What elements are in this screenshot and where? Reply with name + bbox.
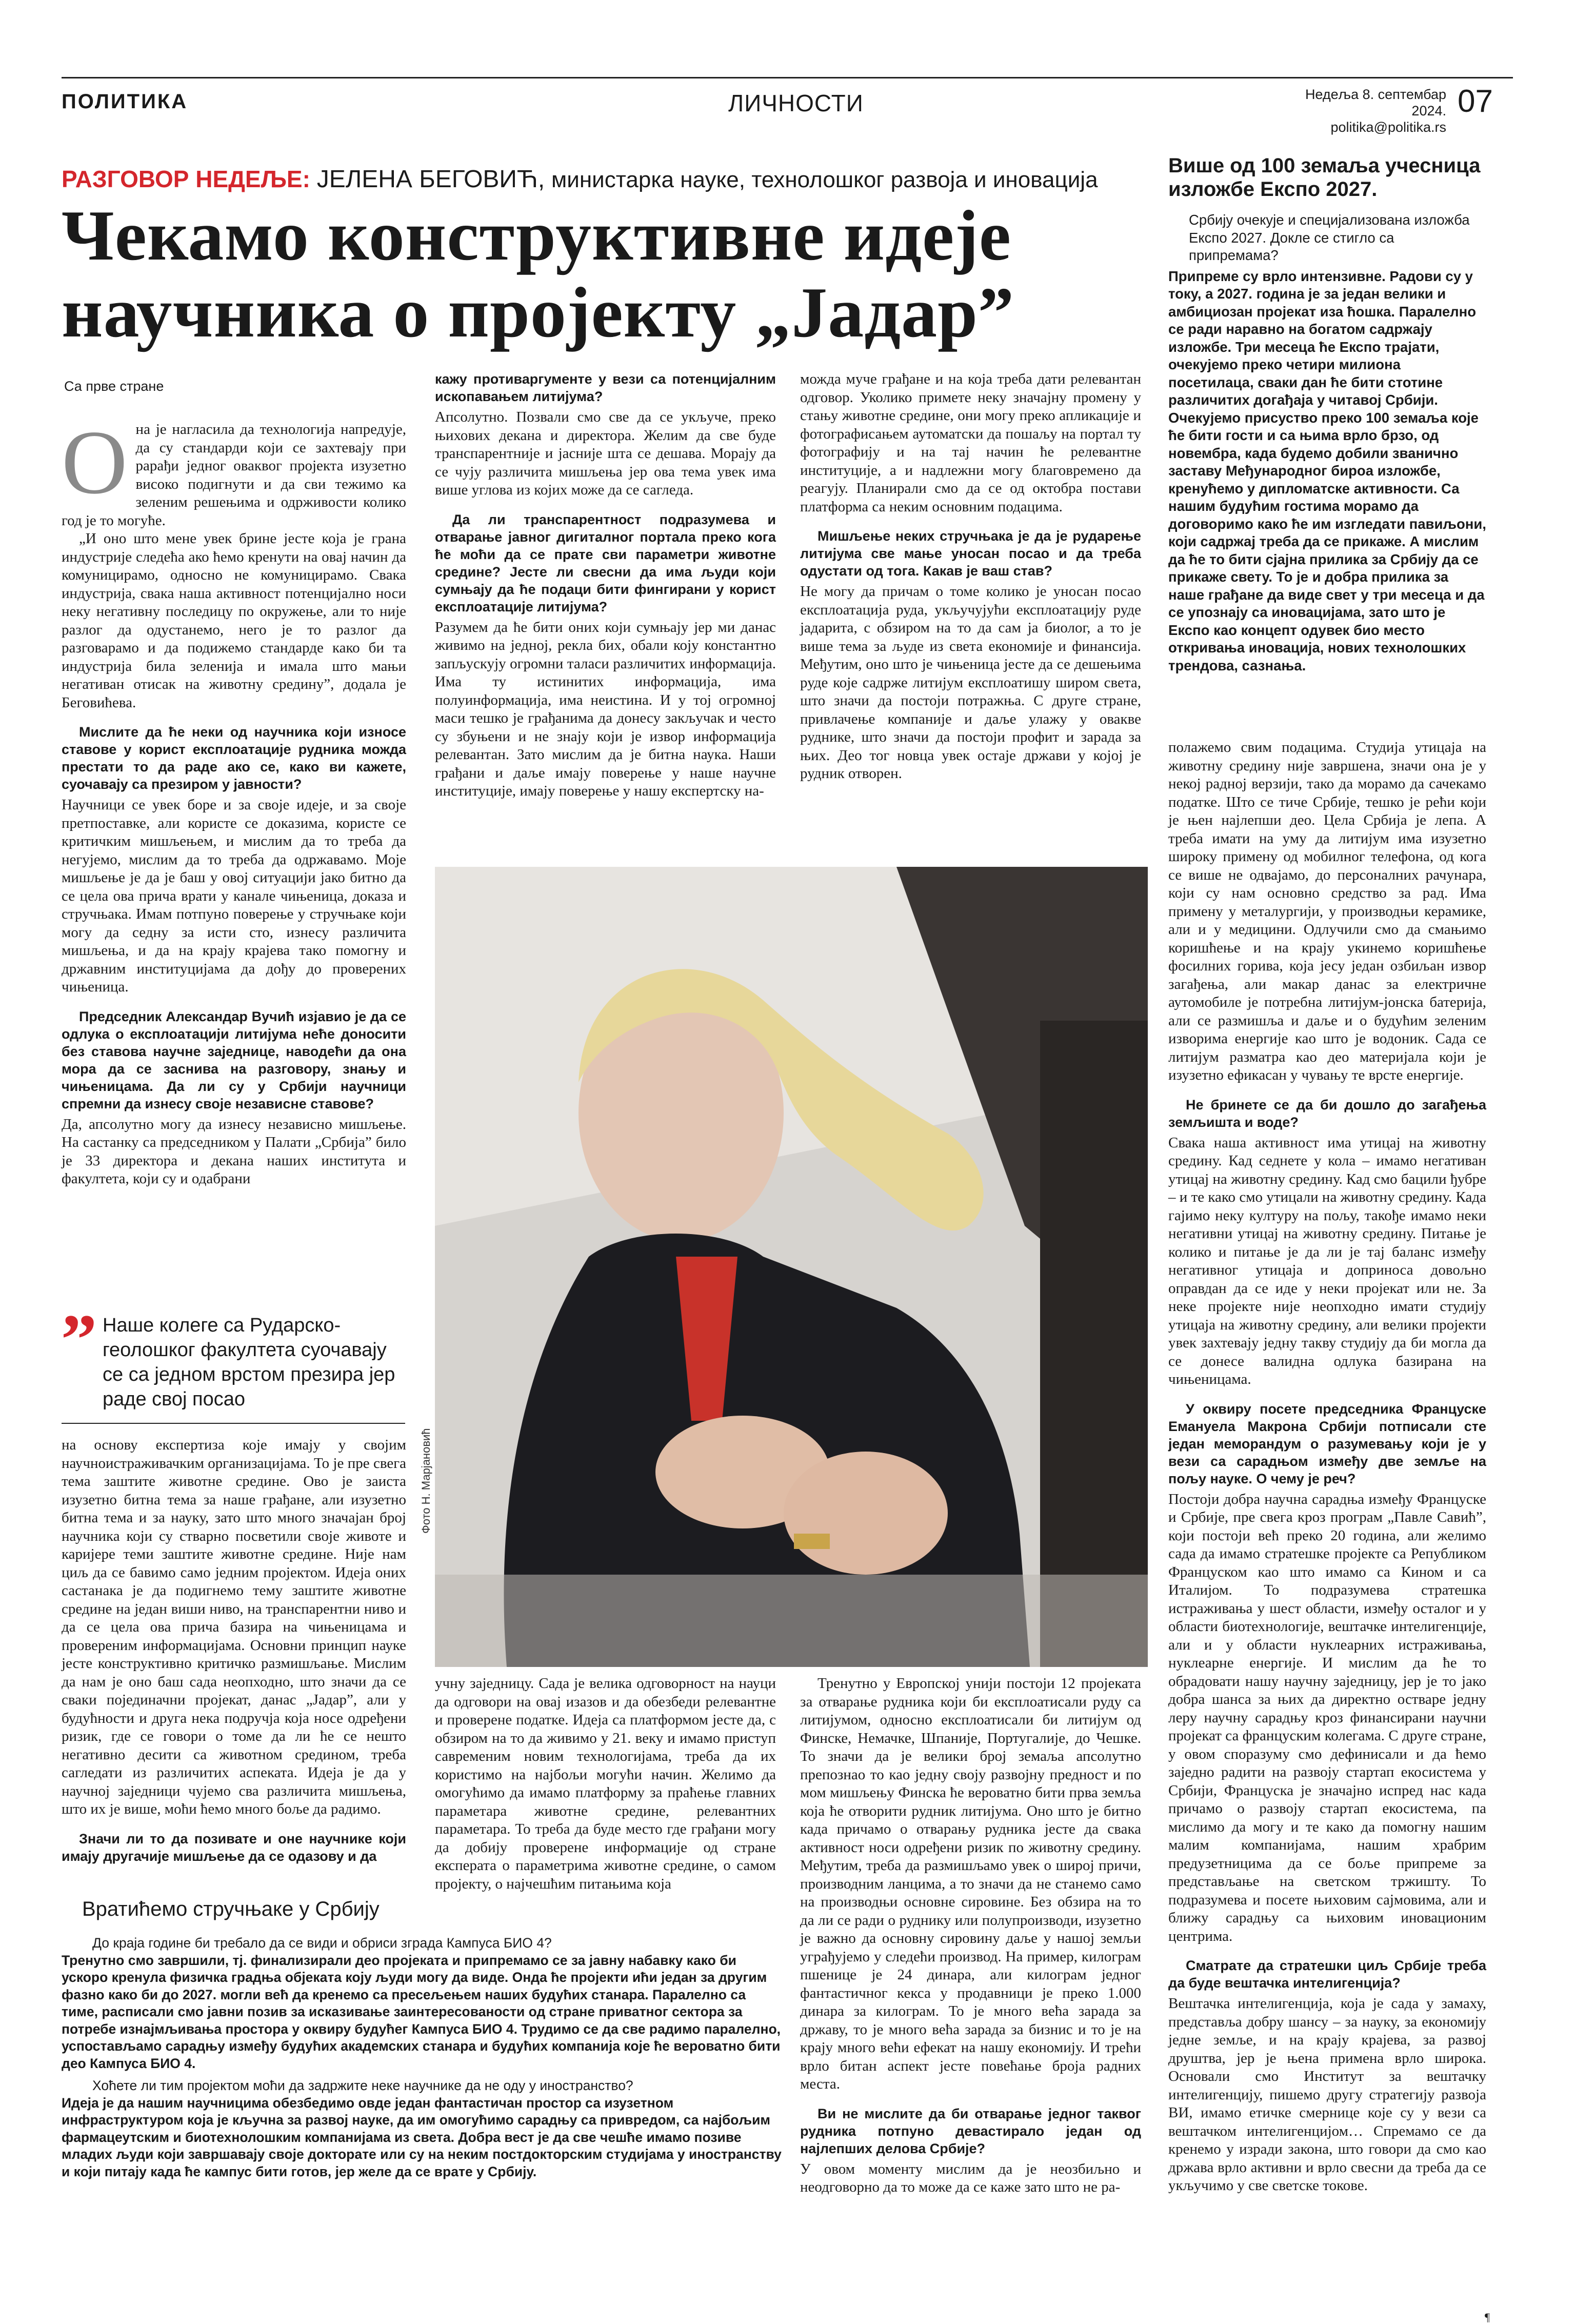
box-answer: Идеја је да нашим научницима обезбедимо овде један фантастичан простор са изузетном инфраструктуром која је кључна за развој науке, да им омогућимо сарадњу са привредом, са најбољим фармацеутским и биотехнолошким компанијама из света. Добра вест је да све чешће имамо позиве младих људи који завршавају своје докторате или су на неким постдокторским студијама у иностранству и који питају када ће кампус бити готов, јер желе да се врате у Србију. (62, 2095, 782, 2179)
article-column-2b (435, 1675, 776, 1893)
paragraph: Апсолутно. Позвали смо све да се укључе, преко њихових декана и директора. Желим да све буде транспарентније и јасније шта се дешава. Морају да се чују различита мишљења јер ова тема увек има више углова из којих може да се сагледа. (435, 409, 776, 498)
interview-question: Мислите да ће неки од научника који износе ставове у корист експлоатације рудника можда престати то да раде ако се, како ви кажете, суочавају са презиром у јавности? (62, 724, 406, 792)
interview-question: Значи ли то да позивате и оне научнике који имају другачије мишљење да се одазову и да (62, 1831, 406, 1864)
sidebar-answer: Припреме су врло интензивне. Радови су у току, а 2027. година је за један велики и амбициозан пројекат иза ћошка. Паралелно се ради наравно на богатом садржају изложбе. Три месеца ће Експо трајати, очекујемо преко четири милиона посетилаца, сваки дан ће бити стотине различитих догађаја у читавој Србији. Очекујемо присуство преко 100 земаља које ће бити гости и са њима врло брзо, од новембра, када будемо добили званично заставу Међународног бироа изложбе, кренућемо у дипломатске активности. Са нашим будућим гостима морамо да договоримо како ће им изгледати павиљони, који садржај треба да се прикаже. А мислим да ће то бити сјајна прилика за Србију да се прикаже свету. То је и добра прилика за наше грађане да виде свет у три месеца и да се упознају са иновацијама, зато што је Експо као концепт одувек био место откривања иновација, нових технолошких трендова, сазнања. (1168, 268, 1486, 673)
paragraph: Постоји добра научна сарадња између Француске и Србије, пре свега кроз програм „Павле Савић”, који постоји већ преко 20 година, али желимо сада да имамо стратешке пројекте са Републиком Француском као што имамо са Кином и са Италијом. То подразумева стратешка истраживања у шест области, између осталог и у области биотехнологије, вештачке интелигенције, али и у области нуклеарних истраживања, нуклеарне енергије. И мислим да ће то обрадовати нашу научну заједницу, јер је то јако добра шанса за њих да директно остваре једну леру научну сарадњу кроз финансирани научни пројекат са француским колегама. С друге стране, у овом споразуму смо дефинисали и да ћемо заједно радити на развоју стартап екосистема у Србији, Француска је значајно испред нас када причамо о развоју стартап екосистема, па мислимо да могу и те како да помогну нашим малим компанијама, нашим храбрим предузетницима да се боље припреме за представљање на светском тржишту. То подразумева и посете њиховим сајмовима, али и ближу сарадњу са њиховим иновационим центрима. (1168, 1491, 1486, 1944)
interview-question: Сматрате да стратешки циљ Србије треба да буде вештачка интелигенција? (1168, 1958, 1486, 1991)
page-number: 07 (1458, 84, 1493, 119)
contact-email[interactable]: politika@politika.rs (1330, 120, 1446, 135)
paragraph: можда муче грађане и на која треба дати релевантан одговор. Уколико примете неку значајну промену у стању животне средине, они могу преко апликације и фотографисањем аутоматски да пошаљу на портал ту фотографију и на тај начин ће релевантне институције, а и надлежни могу благовремено да реагују. Планирали смо да се од октобра постави платформа са неким основним подацима. (800, 371, 1141, 515)
box-answer: Тренутно смо завршили, тј. финализирали део пројеката и припремамо се за јавну набавку како би ускоро кренула физичка градња објеката коју људи могу да виде. Онда ће пројекти ићи један за другим фазно како би до 2027. могли већ да кренемо са пресељењем наших будућих станара. Паралелно са тиме, расписали смо јавни позив за исказивање заинтересованости од стране приватног сектора за потребе изнајмљивања простора у оквиру будућег Кампуса БИО 4. Трудимо се да све радимо паралелно, успостављамо сарадњу између будућих академских станара и будућих компанија које ће вероватно бити део Кампуса БИО 4. (62, 1952, 781, 2071)
paragraph: Свака наша активност има утицај на животну средину. Кад седнете у кола – имамо негативан утицај на животну средину. Кад смо бацили ђубре – и те како смо утицали на животну средину. Када гајимо неку културу на пољу, такође имамо неки негативни утицај на животну средину. Питање је колико и питање је да ли је тај баланс између негативног утицаја и доприноса довољно оправдан да се иде у неки пројекат или не. За неке пројекте није неопходно имати студију утицаја на животну средину, али велики пројекти увек захтевају једну такву студију да би могла да се донесе валидна одлука базирана на чињеницама. (1168, 1134, 1486, 1387)
article-column-1b (62, 1436, 406, 1868)
expo-sidebar (1168, 154, 1486, 674)
article-column-1 (62, 411, 406, 1188)
pilcrow-mark: ¶ (1485, 2311, 1490, 2323)
portrait-illustration (435, 867, 1148, 1667)
campus-box (62, 1930, 785, 2180)
paragraph: Тренутно у Европској унији постоји 12 пројеката за отварање рудника који би експлоатисали руду са литијумом, односно експлоатисали би литијум од Финске, Немачке, Шпаније, Португалије, до Чешке. То значи да је велики број земаља апсолутно препознао то као једну своју развојну предност и по мом мишљењу Финска ће вероватно бити прва земља која ће отворити рудник литијума. Оно што је битно када причамо о отварању рудника јесте да свака активност носи одређени ризик по животну средину. Међутим, треба да размишљамо увек о широј причи, производним ланцима, а то значи да не станемо само на производњи основне сировине. Без обзира на то да ли се ради о руднику или полупроизводи, изузетно је важно да основну сировину даље у нашој земљи уграђујемо у следећи производ. На пример, килограм пшенице је 24 динара, али килограм једног фантастичног кекса у продавници је преко 1.000 динара за килограм. То је много већа зарада за државу, то је много већа зарада за бизнис и то је на крају много већи ефекат на нашу економију. И трећи врло битан аспект јесте повећање броја радних места. (800, 1675, 1141, 2092)
photo-credit: Фото Н. Марјановић (420, 1428, 432, 1534)
pull-quote (62, 1263, 405, 1424)
interview-question: У оквиру посете председника Француске Емануела Макрона Србији потписали сте један меморандум о разумевању који је у вези са сарадњом између две земље на пољу науке. О чему је реч? (1168, 1401, 1486, 1486)
kicker (62, 165, 1098, 193)
issue-date: Недеља 8. септембар 2024. (1305, 87, 1446, 118)
paragraph: Вештачка интелигенција, која је сада у замаху, представља добру шансу – за науку, за економију једне земље, и на крају крајева, за развој друштва, јер је њена примена врло широка. Основали смо Институт за вештачку интелигенцију, пишемо другу стратегију развоја ВИ, имамо етичке смернице које су у вези са вештачком интелигенцијом… Спремамо се да кренемо у изради закона, што говори да смо као држава врло активни и врло свесни да треба да се укључимо у све светске токове. (1168, 1995, 1486, 2194)
paragraph: Она је нагласила да технологија напредује, да су стандарди који се захтевају при рарађи једног оваквог пројекта изузетно високо подигнути и да сви тежимо ка зеленим решењима и одрживости колико год је то могуће. (62, 411, 406, 529)
campus-box-title: Вратићемо стручњаке у Србију (82, 1898, 380, 1920)
drop-cap: О (62, 411, 128, 513)
article-column-4 (1168, 739, 1486, 2195)
interview-question: Не бринете се да би дошло до загађења земљишта и воде? (1168, 1097, 1486, 1130)
byline: Са прве стране (64, 379, 164, 394)
quote-mark-icon: „ (62, 1263, 97, 1342)
headline: Чекамо конструктивне идеје научника о пројекту „Јадар” (62, 196, 1014, 352)
divider (62, 1423, 405, 1424)
box-question: Хоћете ли тим пројектом моћи да задржите неке научнике да не оду у иностранство? (92, 2078, 633, 2093)
dateline (1292, 86, 1446, 135)
kicker-label: РАЗГОВОР НЕДЕЉЕ: (62, 166, 310, 192)
article-column-2 (435, 370, 776, 801)
portrait-photo (435, 867, 1148, 1667)
article-column-3 (800, 370, 1141, 783)
interviewee-name: ЈЕЛЕНА БЕГОВИЋ, (316, 166, 545, 193)
paragraph: полажемо свим подацима. Студија утицаја на животну средину није завршена, значи она је у некој радној верзији, тако да морамо да сачекамо податке. Што се тиче Србије, тешко је рећи који је њен најлепши део. Цела Србија је лепа. А треба имати на уму да литијум има изузетно широку примену од мобилног телефона, од кога се више не одвајамо, до персоналних рачунара, који су нам основно средство за рад. Има примену у металургији, у производњи керамике, али и у медицини. Одлучили смо да смањимо коришћење и на крају укинемо коришћење фосилних горива, која јесу један озбиљан извор загађења, али макар данас за електричне аутомобиле је потребна литијум-јонска батерија, али се размишља и даље и о будућим зеленим изворима енергије као што је водоник. Сада се литијум разматра као део материјала који је изузетно ефикасан у чувању те врсте енергије. (1168, 739, 1486, 1083)
paragraph: „И оно што мене увек брине јесте која је грана индустрије следећа ако ћемо кренути на овај начин да комуницирамо, односно не комуницирамо. Свака индустрија, свака наша активност потенцијално носи неку негативну последицу по окружење, али то није разлог да одустанемо, него је то разлог да разговарамо и да подижемо стандарде како би та индустрија била зеленија и имала што мањи негативан отисак на животну средину”, додала је Беговићева. (62, 530, 406, 711)
sidebar-question: Србију очекује и специјализована изложба Експо 2027. Докле се стигло са припремама? (1189, 212, 1470, 263)
interviewee-role: министарка науке, технолошког развоја и иновација (551, 167, 1098, 192)
paragraph: Научници се увек боре и за своје идеје, и за своје претпоставке, али користе се доказима, користе се критичким мишљењем, и мислим да то треба да негујемо, мислим да то треба да одржавамо. Моје мишљење је да је баш у овој ситуацији јако битно да се цела ова прича врати у канале чињеница, доказа и стручњака. Имам потпуно поверење у стручњаке који могу да седну за исти сто, изнесу различита мишљења, и да на крају крајева тако помогну и државним институцијама да дођу до проверених чињеница. (62, 797, 406, 995)
newspaper-logo[interactable]: ПОЛИТИКА (62, 90, 188, 113)
paragraph: учну заједницу. Сада је велика одговорност на науци да одговори на овај изазов и да обезбеди релевантне и проверене податке. Идеја са платформом јесте да, с обзиром на то да живимо у 21. веку и имамо приступ савременим новим технологијама, треба да их користимо на најбољи могући начин. Желимо да омогућимо да имамо платформу за праћење главних параметара животне средине, релевантних параметара. То треба да буде место где грађани могу да добију проверене информације од стране експерата о параметрима животне средине, о самом пројекту, о најчешћим питањима која (435, 1675, 776, 1892)
paragraph: Не могу да причам о томе колико је уносан посао експлоатација руда, укључујући експлоатацију руде јадарита, с обзиром на то да сам ја биолог, а то је више тема за људе из света економије и финансија. Међутим, оно што је чињеница јесте да се дешењима руде које садрже литијум експлоатишу широм света, што значи да постоји потражња. С друге стране, привлачење компаније и даље улажу у овакве руднике, што значи да постоји профит и зарада за њих. Део тог новца увек остаје држави у којој је рудник отворен. (800, 583, 1141, 782)
box-question: До краја године би требало да се види и обриси зграда Кампуса БИО 4? (92, 1935, 552, 1951)
paragraph: Разумем да ће бити оних који сумњају јер ми данас живимо на једној, рекла бих, обали коју константно запљускују огромни таласи различитих информација. Има ту истинитих информација, има полуинформација, има неистина. И у тој огромној маси тешко је грађанима да донесу закључак и често су збуњени и не знају који је извор информација релевантан. Зато мислим да је битна наука. Наши грађани и даље имају поверење у наше научне институције, имају поверење у нашу експертску на- (435, 619, 776, 799)
interview-question: Да ли транспарентност подразумева и отварање јавног дигиталног портала преко кога ће моћи да се прате сви параметри животне средине? Јесте ли свесни да има људи који сумњају да ће подаци бити фингирани у корист експлоатације литијума? (435, 511, 776, 614)
interview-question: Ви не мислите да би отварање једног таквог рудника потпуно девастирало један од најлепших делова Србије? (800, 2105, 1141, 2156)
interview-question: Мишљење неких стручњака је да је рударење литијума све мање уносан посао и да треба одустати од тога. Какав је ваш став? (800, 528, 1141, 579)
interview-question: Председник Александар Вучић изјавио је да се одлука о експлоатацији литијума неће доносити без ставова научне заједнице, наводећи да она мора да се заснива на разговору, знању и чињеницама. Да ли су у Србији научници спремни да изнесу своје независне ставове? (62, 1008, 406, 1111)
sidebar-title: Више од 100 земаља учесница изложбе Експо 2027. (1168, 154, 1481, 201)
paragraph: У овом моменту мислим да је неозбиљно и неодговорно да то може да се каже зато што не ра- (800, 2160, 1141, 2195)
interview-question: кажу противаргументе у вези са потенцијалним ископавањем литијума? (435, 371, 776, 404)
paragraph: Да, апсолутно могу да изнесу независно мишљење. На састанку са председником у Палати „Србија” било је 33 директора и декана наших института и факултета, који су и одабрани (62, 1116, 406, 1187)
article-column-3b (800, 1675, 1141, 2197)
section-title: ЛИЧНОСТИ (728, 90, 864, 116)
pull-quote-text: Наше колеге са Рударско-геолошког факултета суочавају се са једном врстом презира јер раде свој посао (103, 1315, 395, 1410)
paragraph: на основу експертиза које имају у својим научноистраживачким организацијама. То је пре свега тема заштите животне средине. Ово је заиста изузетно битна тема за наше грађане, али изузетно битна тема и за науку, зато што много значајан број научника који су стварно посветили своје животе и каријере теми заштите животне средине. Није нам циљ да се бавимо само једним пројектом. Идеја оних састанака је да подигнемо тему заштите животне средине на један виши ниво, на транспарентни ниво и да се цела ова прича базира на чињеницама и провереним информацијама. Основни принцип науке јесте конструктивно критичко размишљање. Мислим да нам је оно баш сада неопходно, што значи да се сваки појединачни пројекат, данас „Јадар”, али у будућности и друга нека подручја која носе одређени ризик, где се говори о томе да ли ће се нешто негативно десити са животном средином, треба сагледати из различитих аспеката. Идеја је да у научној заједници чујемо сва различита мишљења, што их је више, моћи ћемо много боље да радимо. (62, 1437, 406, 1817)
